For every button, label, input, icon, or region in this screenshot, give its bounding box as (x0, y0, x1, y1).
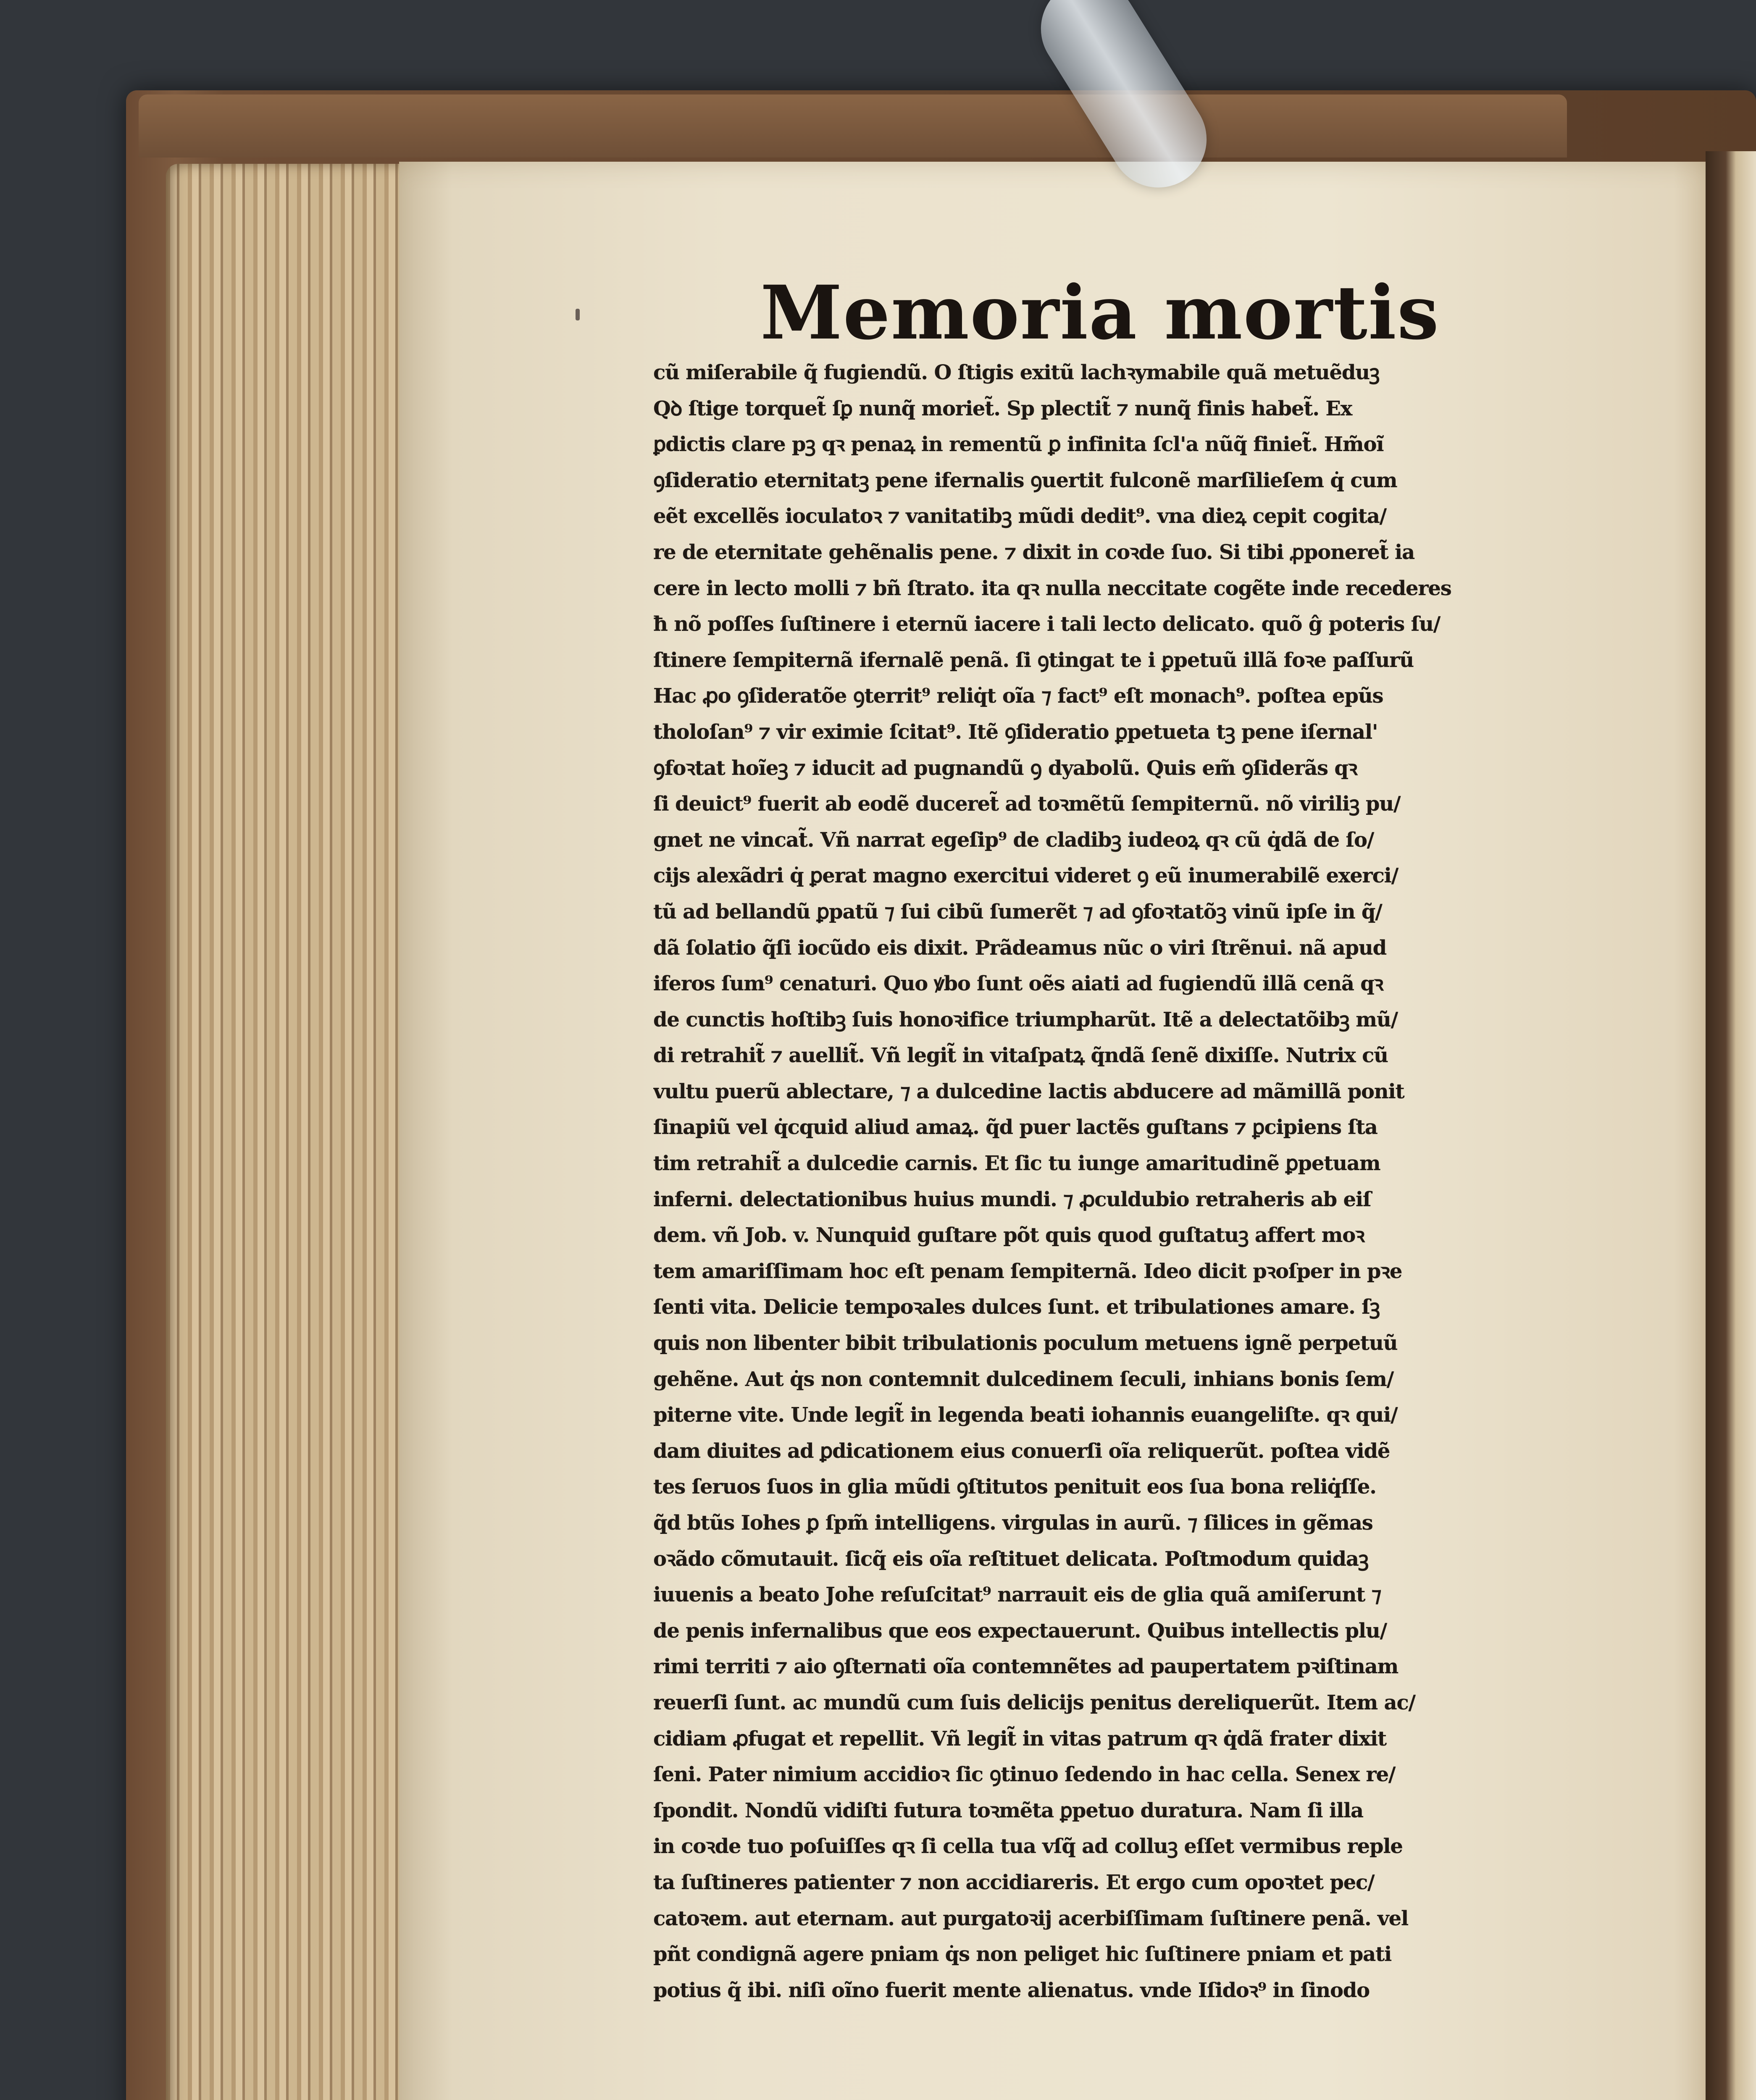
text-line: ſeni. Pater nimium accidioꝛ ſic ꝯtinuo ſedendo in hac cella. Senex re/ (653, 1763, 1396, 1787)
text-line: reuerſi ſunt. ac mundũ cum ſuis delicijs penitus dereliquerũt. Item ac/ (653, 1690, 1415, 1714)
text-line: gehẽne. Aut q̇s non contemnit dulcedinem ſeculi, inhians bonis ſem/ (653, 1367, 1394, 1391)
text-line: ſinapiũ vel q̇cquid aliud amaꝝ. q̃d puer lactẽs guſtans ⁊ ꝑcipiens ſta (653, 1116, 1377, 1139)
text-line: oꝛãdo cõmutauit. ſicq̃ eis oĩa reſtituet delicata. Poſtmodum quidaꝫ (653, 1547, 1369, 1571)
text-line: dam diuites ad ꝑdicationem eius conuerſi oĩa reliquerũt. poſtea vidẽ (653, 1439, 1390, 1463)
text-line: vultu puerũ ablectare, ⁊ a dulcedine lactis abducere ad mãmillã ponit (653, 1079, 1404, 1103)
text-block (653, 355, 1531, 2008)
text-line: cijs alexãdri q̇ ꝑerat magno exercitui videret ꝯ eũ inumerabilẽ exerci/ (653, 864, 1398, 888)
text-line: ſpondit. Nondũ vidiſti futura toꝛmẽta ꝑpetuo duratura. Nam ſi illa (653, 1798, 1363, 1822)
text-line: cũ miſerabile q̃ fugiendũ. O ſtigis exitũ lachꝛymabile quã metuẽduꝫ (653, 361, 1380, 384)
text-line: tem amariſſimam hoc eſt penam ſempiternã. Ideo dicit pꝛoſper in pꝛe (653, 1259, 1402, 1283)
text-line: de cunctis hoſtibꝫ ſuis honoꝛifice triumpharũt. Itẽ a delectatõibꝫ mũ/ (653, 1008, 1398, 1032)
text-line: pñt condignã agere pniam q̇s non peliget hic ſuſtinere pniam et pati (653, 1942, 1392, 1966)
text-line: cidiam ꝓfugat et repellit. Vñ legit̃ in vitas patrum qꝛ q̇dã frater dixit (653, 1727, 1386, 1751)
text-line: re de eternitate gehẽnalis pene. ⁊ dixit in coꝛde ſuo. Si tibi ꝓponeret̃ ia (653, 540, 1414, 564)
text-line: tholoſan⁹ ⁊ vir eximie ſcitat⁹. Itẽ ꝯſideratio ꝑpetueta tꝫ pene iſernal' (653, 720, 1378, 744)
text-line: ſtinere ſempiternã ifernalẽ penã. ſi ꝯtingat te i ꝑpetuũ illã foꝛe paſſurũ (653, 648, 1414, 672)
text-line: tim retrahit̃ a dulcedie carnis. Et ſic tu iunge amaritudinẽ ꝑpetuam (653, 1152, 1380, 1176)
text-line: ħ nõ poſſes ſuſtinere i eternũ iacere i tali lecto delicato. quõ ĝ poteris ſu/ (653, 612, 1441, 636)
text-line: Qꝺ ſtige torquet̃ ſꝑ nunq̃ moriet̃. Sp plectit̃ ⁊ nunq̃ finis habet̃. Ex (653, 396, 1352, 420)
text-line: cere in lecto molli ⁊ bñ ſtrato. ita qꝛ nulla neccitate cogẽte inde recederes (653, 576, 1451, 600)
text-line: ſi deuict⁹ fuerit ab eodẽ duceret̃ ad toꝛmẽtũ ſempiternũ. nõ viriliꝫ pu/ (653, 792, 1401, 816)
text-line: ꝯfoꝛtat hoĩeꝫ ⁊ iducit ad pugnandũ ꝯ dyabolũ. Quis em̃ ꝯſiderãs qꝛ (653, 756, 1357, 780)
text-line: rimi territi ⁊ aio ꝯſternati oĩa contemnẽtes ad paupertatem pꝛiſtinam (653, 1655, 1398, 1679)
text-line: potius q̃ ibi. niſi oĩno fuerit mente alienatus. vnde Iſidoꝛ⁹ in ſinodo (653, 1978, 1370, 2002)
text-line: tũ ad bellandũ ꝑpatũ ⁊ ſui cibũ ſumerẽt ⁊ ad ꝯfoꝛtatõꝫ vinũ ipſe in q̃/ (653, 900, 1382, 924)
text-line: iuuenis a beato Johe reſuſcitat⁹ narrauit eis de glia quã amiſerunt ⁊ (653, 1583, 1381, 1607)
text-line: iferos ſum⁹ cenaturi. Quo ꝟbo ſunt oẽs aiati ad fugiendũ illã cenã qꝛ (653, 972, 1383, 996)
text-line: ꝑdictis clare pꝫ qꝛ penaꝝ in rementũ ꝑ infinita ſcl'a nũq̃ finiet̃. Hm̃oı̃ (653, 433, 1384, 457)
text-line: di retrahit̃ ⁊ auellit̃. Vñ legit̃ in vitaſpatꝝ q̃ndã ſenẽ dixiſſe. Nutrix cũ (653, 1044, 1388, 1068)
running-title: Memoria mortis (760, 269, 1440, 356)
page-fore-edges (166, 164, 405, 2100)
book-cover-top-edge (139, 94, 1567, 158)
text-line: catoꝛem. aut eternam. aut purgatoꝛij acerbiſſimam ſuſtinere penã. vel (653, 1906, 1409, 1930)
text-line: ꝯſideratio eternitatꝫ pene ifernalis ꝯuertit fulconẽ marſilieſem q̇ cum (653, 468, 1397, 492)
text-line: piterne vite. Unde legit̃ in legenda beati iohannis euangeliſte. qꝛ qui/ (653, 1403, 1398, 1427)
text-line: dem. vñ Job. v. Nunquid guſtare põt quis quod guſtatuꝫ affert moꝛ (653, 1223, 1364, 1247)
text-line: tes ſeruos ſuos in glia mũdi ꝯſtitutos penituit eos ſua bona reliq̇ſſe. (653, 1475, 1376, 1499)
text-line: gnet ne vincat̃. Vñ narrat egeſip⁹ de cladibꝫ iudeoꝝ qꝛ cũ q̇dã de ſo/ (653, 828, 1374, 852)
text-line: eẽt excellẽs ioculatoꝛ ⁊ vanitatibꝫ mũdi dedit⁹. vna dieꝝ cepit cogita/ (653, 504, 1386, 528)
text-line: in coꝛde tuo poſuiſſes qꝛ ſi cella tua vſq̃ ad colluꝫ eſſet vermibus reple (653, 1835, 1403, 1858)
text-line: q̃d btũs Iohes ꝑ ſpm̃ intelligens. virgulas in aurũ. ⁊ ſilices in gẽmas (653, 1511, 1373, 1535)
text-line: ſenti vita. Delicie tempoꝛales dulces ſunt. et tribulationes amare. ſꝫ (653, 1295, 1380, 1319)
text-line: quis non libenter bibit tribulationis poculum metuens ignẽ perpetuũ (653, 1331, 1398, 1355)
text-line: inferni. delectationibus huius mundi. ⁊ ꝓculdubio retraheris ab eiſ (653, 1187, 1371, 1211)
text-line: dã ſolatio q̃ſi iocũdo eis dixit. Prãdeamus nũc o viri ſtrẽnui. nã apud (653, 936, 1386, 960)
text-line: Hac ꝓo ꝯſideratõe ꝯterrit⁹ reliq̇t oĩa ⁊ fact⁹ eſt monach⁹. poſtea epũs (653, 684, 1383, 708)
text-line: de penis infernalibus que eos expectauerunt. Quibus intellectis plu/ (653, 1619, 1387, 1643)
margin-mark (576, 309, 580, 320)
text-line: ta ſuſtineres patienter ⁊ non accidiareris. Et ergo cum opoꝛtet pec/ (653, 1870, 1375, 1894)
book-gutter (1706, 151, 1756, 2100)
